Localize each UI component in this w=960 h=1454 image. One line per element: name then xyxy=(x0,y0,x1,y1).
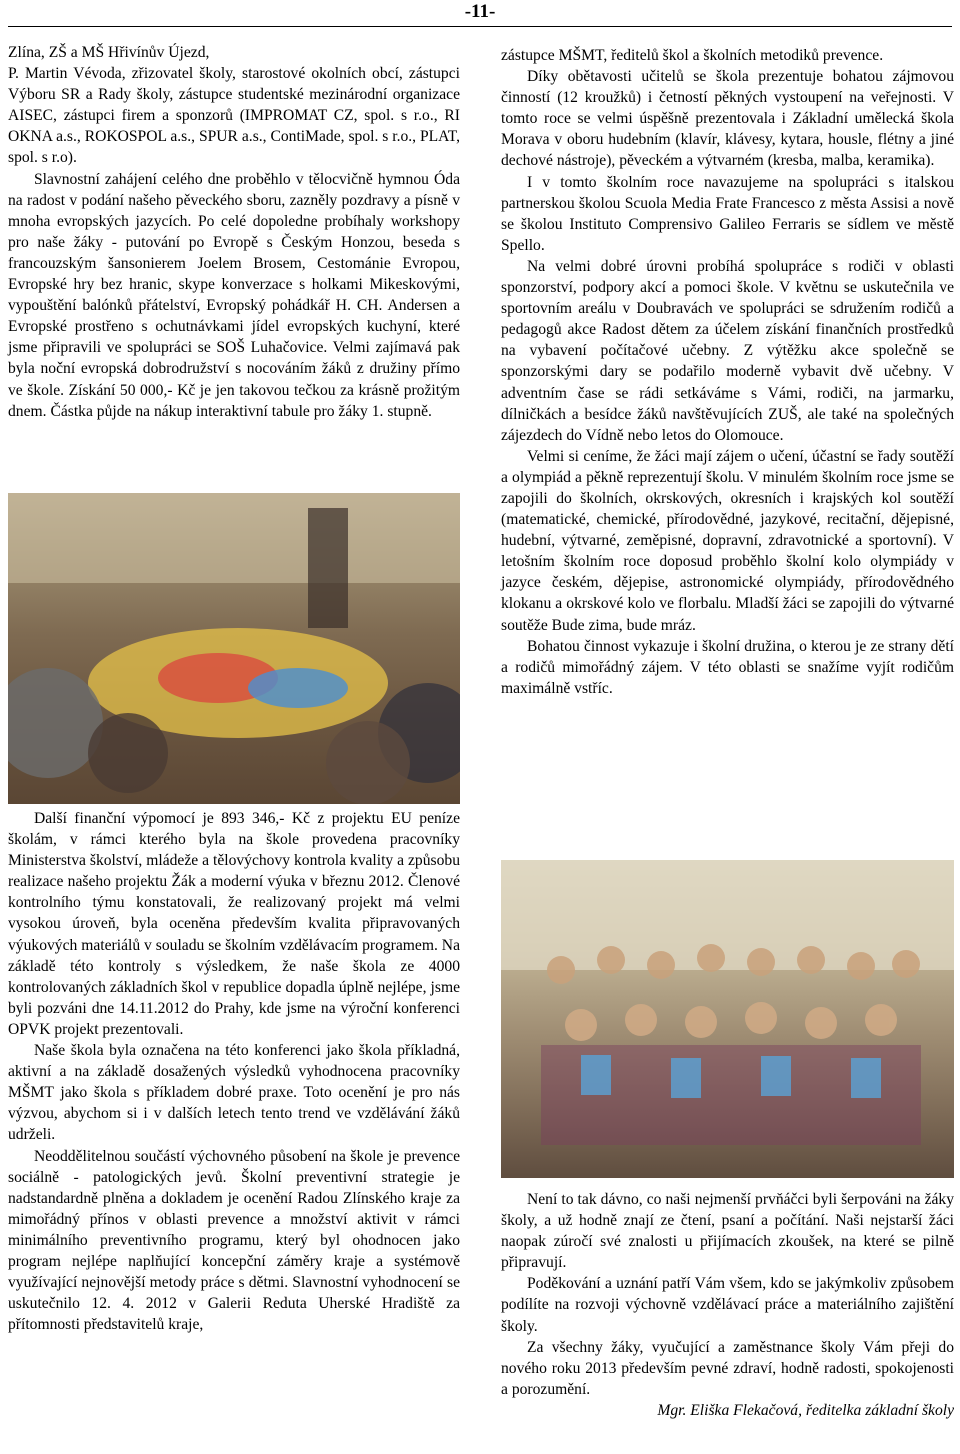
paragraph: Zlína, ZŠ a MŠ Hřivínův Újezd, xyxy=(8,44,210,61)
paragraph: Není to tak dávno, co naši nejmenší prvňáčci byli šerpováni na žáky školy, a už hodně znají ze čtení, psaní a počítání. Naši nejstarší žáci naopak zúročí své znalosti u přijímacích zkoušek, na které se pilně připravují. xyxy=(501,1191,954,1272)
children-group-photo xyxy=(501,860,954,1178)
workshop-photo xyxy=(8,493,460,804)
paragraph: Bohatou činnost vykazuje i školní družina, o kterou je ze strany dětí a rodičů mimořádný zájem. V této oblasti se snažíme vyjít rodičům maximálně vstříc. xyxy=(501,637,954,697)
right-column-top xyxy=(501,45,954,699)
paragraph: zástupce MŠMT, ředitelů škol a školních metodiků prevence. xyxy=(501,47,884,64)
page-number: -11- xyxy=(464,1,496,22)
paragraph: Poděkování a uznání patří Vám všem, kdo se jakýmkoliv způsobem podílíte na rozvoji výchovně vzdělávací práce a materiálního zajištění školy. xyxy=(501,1275,954,1335)
paragraph: I v tomto školním roce navazujeme na spolupráci s italskou partnerskou školou Scuola Media Frate Francesco z města Assisi a nově se školou Instituto Comprensivo Galileo Ferraris se sídlem ve městě Spello. xyxy=(501,173,954,254)
paragraph: Velmi si ceníme, že žáci mají zájem o učení, účastní se řady soutěží a olympiád a pěkně reprezentují školu. V minulém školním roce jsme se zapojili do školních, okrskových, okresních i krajských kol soutěží (matematické, chemické, přírodovědné, jazykové, recitační, dějepisné, hudební, výtvarné, zeměpisné, dopravní, zdravotnické a sportovní). V letošním školním roce doposud proběhlo školní kolo olympiády v jazyce českém, dějepise, astronomické olympiády, přírodovědného klokanu a okrskové kolo ve florbalu. Mladší žáci se zapojili do výtvarné soutěže Bude zima, bude mráz. xyxy=(501,447,954,634)
left-column-top xyxy=(8,42,460,422)
header-rule xyxy=(8,26,952,27)
children-photo-illustration xyxy=(501,860,954,1178)
paragraph: Neoddělitelnou součástí výchovného působení na škole je prevence sociálně - patologických jevů. Školní preventivní strategie je nadstandardně plněna a dokladem je ocenění Radou Zlínského kraje za mimořádný přínos v oblasti prevence a množství aktivit v rámci minimálního preventivního programu, který byl ohodnocen jako program nejlépe naplňující koncepční záměry kraje a systémově využívající nejnovější metody práce s dětmi. Slavnostní vyhodnocení se uskutečnilo 12. 4. 2012 v Galerii Reduta Uherské Hradiště za přítomnosti představitelů kraje, xyxy=(8,1147,460,1334)
paragraph: Díky obětavosti učitelů se škola prezentuje bohatou zájmovou činností (12 kroužků) i četností pěkných vystoupení na veřejnosti. V tomto roce se velmi úspěšně prezentovala i Základní umělecká škola Morava v oboru hudebním (klavír, klávesy, kytara, housle, flétny a jiné dechové nástroje), pěveckém a výtvarném (kresba, malba, keramika). xyxy=(501,68,954,170)
paragraph: P. Martin Vévoda, zřizovatel školy, starostové okolních obcí, zástupci Výboru SR a Rady školy, zástupce studentské mezinárodní organizace AISEC, zástupci firem a sponzorů (IMPROMAT CZ, spol. s r.o., RI OKNA a.s., ROKOSPOL a.s., SPUR a.s., ContiMade, spol. s r.o., PLAT, spol. s r.o). xyxy=(8,65,460,167)
paragraph: Slavnostní zahájení celého dne proběhlo v tělocvičně hymnou Óda na radost v podání našeho pěveckého sboru, zazněly pozdravy a písně v mnoha evropských jazycích. Po celé dopoledne probíhaly workshopy pro naše žáky - putování po Evropě s Českým Honzou, beseda s francouzským šansonierem Joelem Brosem, Cestománie Evropou, Evropské hry bez hranic, skype konverzace s holkami Mikeskovými, vypouštění balónků přátelství, Evropský pohádkář H. CH. Andersen a Evropské prostřeno s ochutnávkami jídel evropských kuchyní, které jsme připravili ve spolupráci se SOŠ Luhačovice. Velmi zajímavá pak byla noční evropská dobrodružství s nocováním žáků z družiny přímo ve škole. Získání 50 000,- Kč je jen takovou tečkou za krásně prožitým dnem. Částka půjde na nákup interaktivní tabule pro žáky 1. stupně. xyxy=(8,170,460,420)
paragraph: Na velmi dobré úrovni probíhá spolupráce s rodiči v oblasti sponzorství, podpory akcí a pomoci škole. V květnu se uskutečnila ve sportovním areálu v Doubravách ve spolupráci se sdružením rodičů a pedagogů akce Radost dětem za účelem získání finančních prostředků na vybavení počítačové učebny. Z výtěžku akce společně se sponzorskými dary se podařilo moderně vybavit dvě učebny. V adventním čase se rádi setkáváme s Vámi, rodiči, na jarmarku, dílničkách a besídce žáků navštěvujících ZUŠ, ale také na společných zájezdech do Vídně nebo letos do Olomouce. xyxy=(501,257,954,444)
paragraph: Další finanční výpomocí je 893 346,- Kč z projektu EU peníze školám, v rámci kterého byla na škole provedena pracovníky Ministerstva školství, mládeže a tělovýchovy kontrola kvality a způsobu realizace našeho projektu Žák a moderní výuka v březnu 2012. Členové kontrolního týmu konstatovali, že realizovaný projekt má velmi vysokou úroveň, byla oceněna především kvalita připravovaných výukových materiálů v souladu se školním vzdělávacím programem. Na základě této kontroly s výsledkem, že naše škola ze 4000 kontrolovaných základních škol v republice dopadla úplně nejlépe, jsme byli pozváni dne 14.11.2012 do Prahy, kde jsme na výroční konferenci OPVK projekt prezentovali. xyxy=(8,810,460,1038)
right-column-bottom xyxy=(501,1189,954,1421)
left-column-bottom xyxy=(8,808,460,1335)
paragraph: Naše škola byla označena na této konferenci jako škola příkladná, aktivní a na základě dosažených výsledků vyhodnocena pracovníky MŠMT jako škola s příkladem dobré praxe. Toto ocenění je pro nás výzvou, abychom si i v dalších letech tento trend ve vzdělávání žáků udrželi. xyxy=(8,1042,460,1144)
paragraph: Za všechny žáky, vyučující a zaměstnance školy Vám přeji do nového roku 2013 především pevné zdraví, hodně radosti, spokojenosti a porozumění. xyxy=(501,1338,954,1398)
workshop-photo-illustration xyxy=(8,493,460,804)
signature: Mgr. Eliška Flekačová, ředitelka základní školy xyxy=(657,1401,954,1419)
